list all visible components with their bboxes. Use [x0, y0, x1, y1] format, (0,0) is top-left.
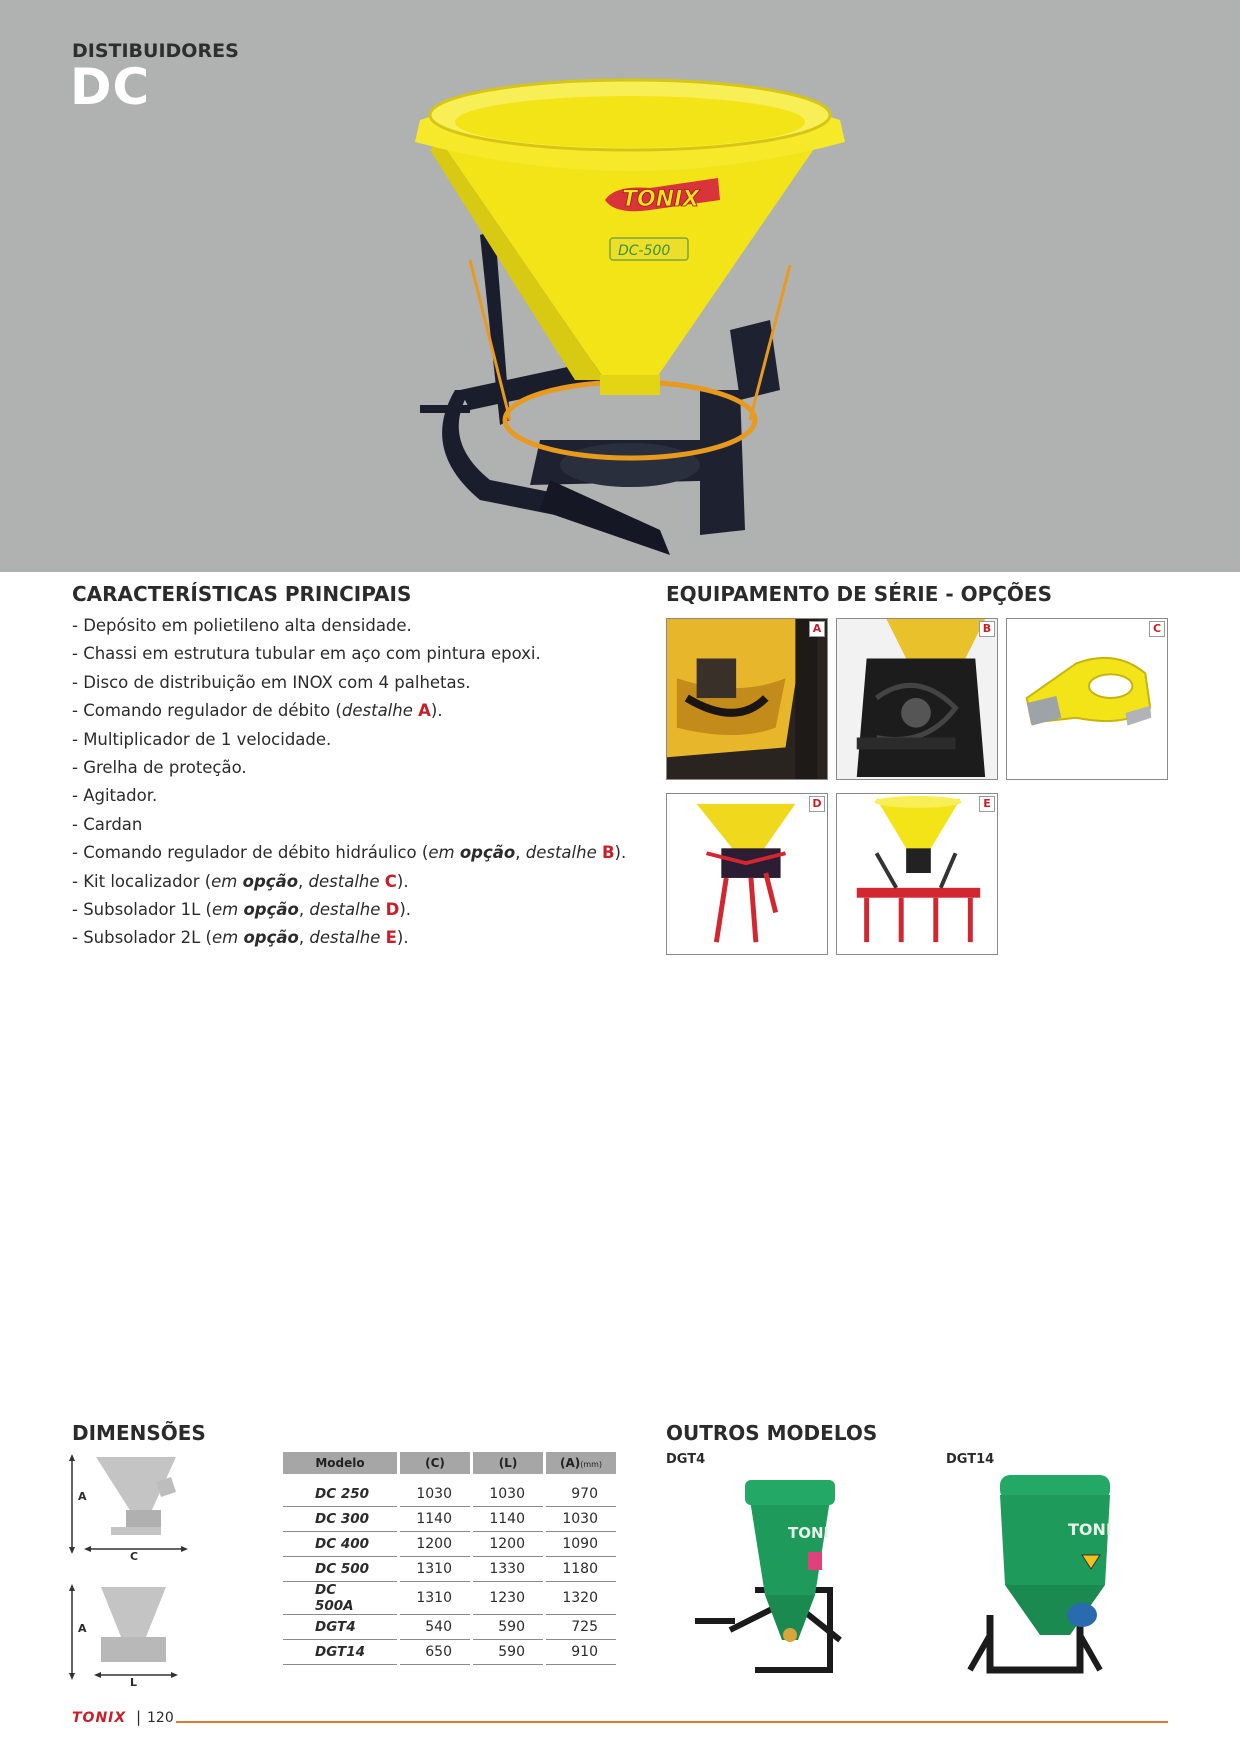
- feature-item: - Agitador.: [72, 786, 158, 806]
- cell-a: 725: [546, 1615, 616, 1640]
- feature-item: - Multiplicador de 1 velocidade.: [72, 729, 332, 749]
- feature-item: - Chassi em estrutura tubular em aço com pintura epoxi.: [72, 644, 541, 664]
- table-row: [283, 1640, 616, 1665]
- svg-text:TONI: TONI: [788, 1524, 830, 1542]
- cell-modelo: DGT14: [283, 1640, 397, 1665]
- svg-text:DC-500: DC-500: [618, 243, 671, 259]
- feature-item: - Comando regulador de débito (destalhe A).: [72, 701, 443, 721]
- footer-separator: |: [136, 1708, 142, 1726]
- option-b-image: [836, 618, 998, 780]
- page-number: 120: [147, 1710, 174, 1726]
- dim-label-a-bottom: A: [78, 1622, 87, 1635]
- cell-c: 540: [400, 1615, 470, 1640]
- option-e-image: [836, 793, 998, 955]
- dgt14-image: [960, 1465, 1140, 1680]
- dim-label-l: L: [130, 1676, 138, 1689]
- cell-l: 1030: [473, 1482, 543, 1507]
- features-title: CARACTERÍSTICAS PRINCIPAIS: [72, 582, 412, 606]
- table-row: [283, 1615, 616, 1640]
- svg-text:TONIX: TONIX: [622, 187, 700, 212]
- other-model-label-dgt4: DGT4: [666, 1452, 706, 1467]
- options-title: EQUIPAMENTO DE SÉRIE - OPÇÕES: [666, 582, 1052, 606]
- cell-c: 1200: [400, 1532, 470, 1557]
- feature-item: - Subsolador 2L (em opção, destalhe E).: [72, 928, 409, 948]
- cell-l: 1200: [473, 1532, 543, 1557]
- cell-a: 1030: [546, 1507, 616, 1532]
- feature-item: - Disco de distribuição em INOX com 4 palhetas.: [72, 672, 471, 692]
- footer-rule: [176, 1721, 1168, 1723]
- option-letter-a: A: [809, 621, 825, 637]
- table-row: [283, 1507, 616, 1532]
- cell-a: 1090: [546, 1532, 616, 1557]
- feature-item: - Subsolador 1L (em opção, destalhe D).: [72, 900, 411, 920]
- cell-a: 970: [546, 1482, 616, 1507]
- feature-item: - Cardan: [72, 814, 143, 834]
- dim-label-c: C: [130, 1550, 139, 1563]
- table-row: [283, 1582, 616, 1615]
- other-models-title: OUTROS MODELOS: [666, 1421, 878, 1445]
- col-header-a: (A)(mm): [546, 1452, 616, 1482]
- feature-item: - Depósito em polietileno alta densidade.: [72, 616, 412, 635]
- cell-a: 1180: [546, 1557, 616, 1582]
- option-a-image: [666, 618, 828, 780]
- other-model-label-dgt14: DGT14: [946, 1452, 995, 1467]
- option-letter-d: D: [809, 796, 825, 812]
- hero-banner: [0, 0, 1240, 572]
- cell-c: 650: [400, 1640, 470, 1665]
- col-header-c: (C): [400, 1452, 470, 1482]
- cell-modelo: DGT4: [283, 1615, 397, 1640]
- cell-c: 1140: [400, 1507, 470, 1532]
- col-header-modelo: Modelo: [283, 1452, 397, 1482]
- features-list: [72, 612, 632, 953]
- footer-brand-logo: TONIX: [72, 1710, 127, 1726]
- cell-l: 590: [473, 1640, 543, 1665]
- cell-modelo: DC 500A: [283, 1582, 397, 1615]
- option-letter-b: B: [979, 621, 995, 637]
- cell-l: 1140: [473, 1507, 543, 1532]
- cell-modelo: DC 250: [283, 1482, 397, 1507]
- table-row: [283, 1557, 616, 1582]
- dgt4-image: [690, 1470, 870, 1680]
- option-c-image: [1006, 618, 1168, 780]
- option-letter-c: C: [1149, 621, 1165, 637]
- cell-a: 1320: [546, 1582, 616, 1615]
- feature-item: - Grelha de proteção.: [72, 758, 247, 778]
- side-view-diagram: [66, 1452, 196, 1562]
- option-letter-e: E: [979, 796, 995, 812]
- cell-modelo: DC 400: [283, 1532, 397, 1557]
- cell-c: 1030: [400, 1482, 470, 1507]
- product-category: DISTIBUIDORES: [72, 40, 239, 62]
- svg-text:TONI: TONI: [1068, 1520, 1112, 1539]
- dimensions-title: DIMENSÕES: [72, 1421, 206, 1445]
- cell-c: 1310: [400, 1582, 470, 1615]
- cell-l: 590: [473, 1615, 543, 1640]
- cell-c: 1310: [400, 1557, 470, 1582]
- cell-modelo: DC 500: [283, 1557, 397, 1582]
- cell-a: 910: [546, 1640, 616, 1665]
- feature-item: - Kit localizador (em opção, destalhe C).: [72, 871, 409, 891]
- table-row: [283, 1482, 616, 1507]
- cell-l: 1330: [473, 1557, 543, 1582]
- cell-l: 1230: [473, 1582, 543, 1615]
- product-model: DC: [70, 58, 151, 116]
- col-header-l: (L): [473, 1452, 543, 1482]
- feature-item: - Comando regulador de débito hidráulico (em opção, destalhe B).: [72, 843, 627, 863]
- cell-modelo: DC 300: [283, 1507, 397, 1532]
- table-row: [283, 1532, 616, 1557]
- dim-label-a-top: A: [78, 1490, 87, 1503]
- hero-spreader-image: [400, 60, 920, 560]
- dimensions-table: [280, 1452, 619, 1665]
- option-d-image: [666, 793, 828, 955]
